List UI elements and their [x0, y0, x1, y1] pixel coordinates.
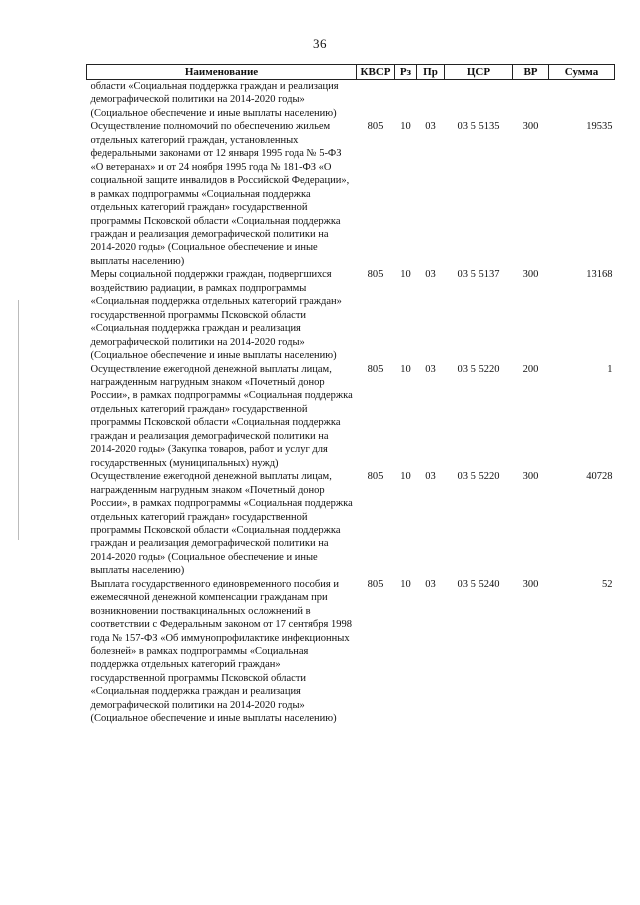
row-kvsr: 805 [367, 363, 384, 375]
header-kvsr: КВСР [357, 65, 395, 80]
table-row [87, 268, 615, 362]
row-pr [417, 80, 445, 121]
row-rz: 10 [400, 471, 411, 483]
table-row [87, 120, 615, 268]
table-row [87, 578, 615, 726]
row-vr: 300 [522, 121, 539, 133]
row-sum [549, 80, 615, 121]
row-vr: 300 [522, 578, 539, 590]
row-csr: 03 5 5135 [457, 121, 500, 133]
row-csr: 03 5 5240 [457, 578, 500, 590]
header-vr: ВР [513, 65, 549, 80]
row-sum: 52 [602, 578, 613, 590]
row-pr: 03 [425, 269, 436, 281]
row-pr: 03 [425, 578, 436, 590]
row-pr: 03 [425, 121, 436, 133]
row-rz: 10 [400, 269, 411, 281]
row-rz [395, 80, 417, 121]
scan-margin-mark [18, 300, 19, 540]
header-rz: Рз [395, 65, 417, 80]
row-name: области «Социальная поддержка граждан и реализация демографической политики на 2014-2020 годы» (Социальное обеспечение и иные выплаты населению) [90, 81, 339, 119]
row-rz: 10 [400, 363, 411, 375]
row-sum: 1 [607, 363, 613, 375]
table-row [87, 470, 615, 578]
table-row [87, 363, 615, 471]
row-vr: 200 [522, 363, 539, 375]
row-vr: 300 [522, 471, 539, 483]
row-csr: 03 5 5220 [457, 471, 500, 483]
row-kvsr [357, 80, 395, 121]
row-sum: 13168 [586, 269, 613, 281]
table-body [87, 80, 615, 726]
row-rz: 10 [400, 578, 411, 590]
row-name: Меры социальной поддержки граждан, подвергшихся воздействию радиации, в рамках подпрограммы «Социальная поддержка отдельных категорий граждан» государственной программы Псковской области «Социальная поддержка граждан и реализация демографической политики на 2014-2020 годы» (Социальное обеспечение и иные выплаты населению) [90, 269, 342, 362]
row-kvsr: 805 [367, 269, 384, 281]
row-pr: 03 [425, 363, 436, 375]
row-kvsr: 805 [367, 471, 384, 483]
header-name: Наименование [87, 65, 357, 80]
budget-table [86, 64, 615, 726]
row-name: Осуществление ежегодной денежной выплаты лицам, награжденным нагрудным знаком «Почетный донор России», в рамках подпрограммы «Социальная поддержка отдельных категорий граждан» государственной программы Псковской области «Социальная поддержка граждан и реализация демографической политики на 2014-2020 годы» (Социальное обеспечение и иные выплаты населению) [90, 471, 353, 577]
row-csr: 03 5 5137 [457, 269, 500, 281]
row-kvsr: 805 [367, 578, 384, 590]
page-number: 36 [313, 36, 327, 51]
row-kvsr: 805 [367, 121, 384, 133]
row-name: Осуществление полномочий по обеспечению жильем отдельных категорий граждан, установленных федеральными законами от 12 января 1995 года № 5-ФЗ «О ветеранах» и от 24 ноября 1995 года № 181-ФЗ «О социальной защите инвалидов в Российской Федерации», в рамках подпрограммы «Социальная поддержка отдельных категорий граждан» государственной программы Псковской области «Социальная поддержка граждан и реализация демографической политики на 2014-2020 годы» (Социальное обеспечение и иные выплаты населению) [90, 121, 350, 267]
row-vr [513, 80, 549, 121]
header-sum: Сумма [549, 65, 615, 80]
row-pr: 03 [425, 471, 436, 483]
table-header [87, 65, 615, 80]
row-csr [445, 80, 513, 121]
row-name: Осуществление ежегодной денежной выплаты лицам, награжденным нагрудным знаком «Почетный донор России», в рамках подпрограммы «Социальная поддержка отдельных категорий граждан» государственной программы Псковской области «Социальная поддержка граждан и реализация демографической политики на 2014-2020 годы» (Закупка товаров, работ и услуг для государственных (муниципальных) нужд) [90, 363, 353, 469]
row-sum: 40728 [586, 471, 613, 483]
row-vr: 300 [522, 269, 539, 281]
row-name: Выплата государственного единовременного пособия и ежемесячной денежной компенсации гражданам при возникновении поствакцинальных осложнений в соответствии с Федеральным законом от 17 сентября 1998 года № 157-ФЗ «Об иммунопрофилактике инфекционных болезней» в рамках подпрограммы «Социальная поддержка отдельных категорий граждан» государственной программы Псковской области «Социальная поддержка граждан и реализация демографической политики на 2014-2020 годы» (Социальное обеспечение и иные выплаты населению) [90, 578, 352, 725]
row-sum: 19535 [586, 121, 613, 133]
row-rz: 10 [400, 121, 411, 133]
header-csr: ЦСР [445, 65, 513, 80]
row-csr: 03 5 5220 [457, 363, 500, 375]
header-pr: Пр [417, 65, 445, 80]
table-row [87, 80, 615, 121]
